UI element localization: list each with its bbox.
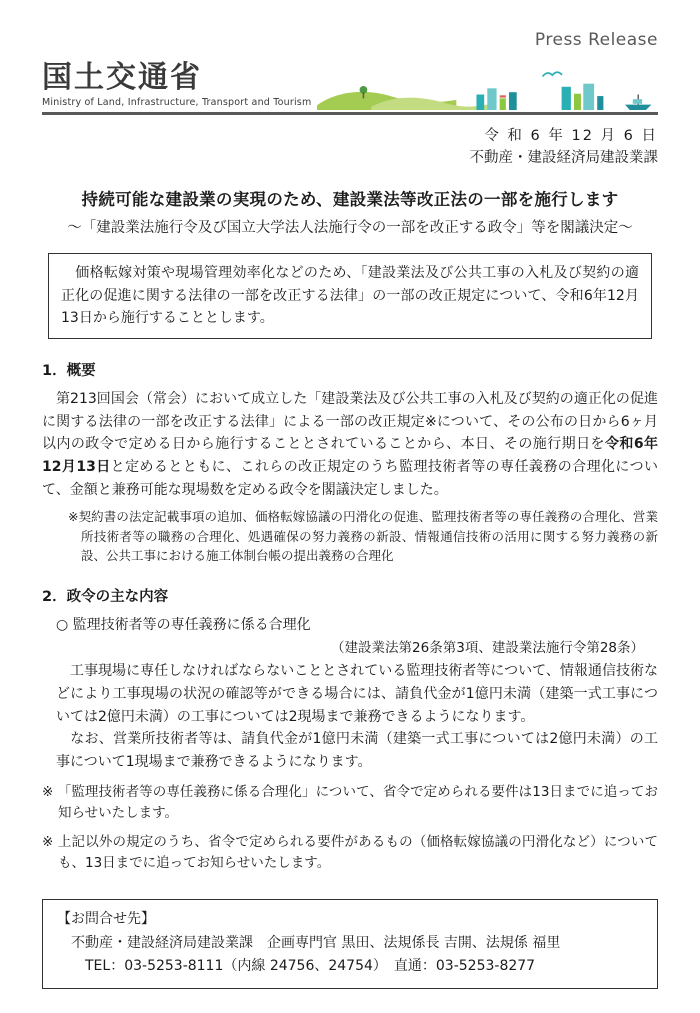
section1-text-before: 第213回国会（常会）において成立した「建設業法及び公共工事の入札及び契約の適正化の促進に関する法律の一部を改正する法律」による一部の改正規定※について、その公布の日から6ヶ月以内の政令で定める日から施行することとされていることから、本日、その施行期日を xyxy=(42,390,658,453)
section1-paragraph xyxy=(42,388,658,501)
section1-footnote: ※契約書の法定記載事項の追加、価格転嫁協議の円滑化の促進、監理技術者等の専任義務の合理化、営業所技術者等の職務の合理化、処遇確保の努力義務の新設、情報通信技術の活用に関する努力義務の新設、公共工事における施工体制台帳の提出義務の合理化 xyxy=(68,509,658,564)
section2-heading: 2．政令の主な内容 xyxy=(42,589,169,606)
building-icon xyxy=(584,84,595,110)
building-icon xyxy=(574,94,581,110)
summary-box: 価格転嫁対策や現場管理効率化などのため、「建設業法及び公共工事の入札及び契約の適正化の促進に関する法律の一部を改正する法律」の一部の改正規定について、令和6年12月13日から施行することとします。 xyxy=(48,253,652,339)
boat-cabin xyxy=(633,99,642,104)
section2-paragraph-2: なお、営業所技術者等は、請負代金が1億円未満（建築一式工事については2億円未満）の工事について1現場まで兼務できるようになります。 xyxy=(56,731,658,771)
building-icon xyxy=(598,96,604,110)
section2-bullet: ○ 監理技術者等の専任義務に係る合理化 xyxy=(56,617,311,634)
building-icon xyxy=(509,92,517,110)
building-icon xyxy=(488,88,497,110)
effective-date-bold: 令和6年12月13日 xyxy=(42,436,658,475)
page-title: 持続可能な建設業の実現のため、建設業法等改正法の一部を施行します xyxy=(81,189,619,209)
section2-note-1: ※ 「監理技術者等の専任義務に係る合理化」について、省令で定められる要件は13日までに追ってお知らせいたします。 xyxy=(42,783,658,821)
document-meta xyxy=(42,125,658,170)
contact-persons: 不動産・建設経済局建設業課 企画専門官 黒田、法規係長 吉開、法規係 福里 xyxy=(71,934,561,951)
section1-text-after: と定めるとともに、これらの改正規定のうち監理技術者等の専任義務の合理化について、金額と兼務可能な現場数を定める政令を閣議決定しました。 xyxy=(42,458,658,498)
bird-icon xyxy=(543,72,562,76)
contact-box xyxy=(42,899,658,988)
page-subtitle: ～「建設業法施行令及び国立大学法人法施行令の一部を改正する政令」等を閣議決定～ xyxy=(67,219,633,236)
press-release-label: Press Release xyxy=(534,30,658,50)
skyline-illustration xyxy=(317,52,658,110)
ministry-logo-text: 国土交通省 xyxy=(42,60,202,95)
section1-heading: 1．概要 xyxy=(42,362,96,379)
ministry-logo xyxy=(42,61,311,110)
building-accent xyxy=(500,95,506,97)
section2-paragraph-1: 工事現場に専任しなければならないこととされている監理技術者等について、情報通信技術などにより工事現場の状況の確認等ができる場合には、請負代金が1億円未満（建築一式工事については2億円未満）の工事については2現場まで兼務できるようになります。 xyxy=(56,663,658,725)
release-date: 令 和 6 年 12 月 6 日 xyxy=(484,128,658,144)
header-divider xyxy=(42,112,658,115)
building-icon xyxy=(562,87,571,110)
section2-note-2: ※ 上記以外の規定のうち、省令で定められる要件があるもの（価格転嫁協議の円滑化など）についても、13日までに追ってお知らせいたします。 xyxy=(42,833,658,871)
boat-icon xyxy=(625,105,651,110)
ministry-name-en: Ministry of Land, Infrastructure, Transport and Tourism xyxy=(42,97,312,108)
contact-heading: 【お問合せ先】 xyxy=(57,911,155,928)
header xyxy=(42,52,658,110)
law-reference: （建設業法第26条第3項、建設業法施行令第28条） xyxy=(331,640,644,657)
building-icon xyxy=(477,95,485,110)
issuing-department: 不動産・建設経済局建設業課 xyxy=(469,150,658,167)
contact-phone: TEL：03-5253-8111（内線 24756、24754） 直通：03-5253-8277 xyxy=(85,957,536,974)
tree-trunk xyxy=(363,92,365,98)
building-icon xyxy=(500,98,506,110)
